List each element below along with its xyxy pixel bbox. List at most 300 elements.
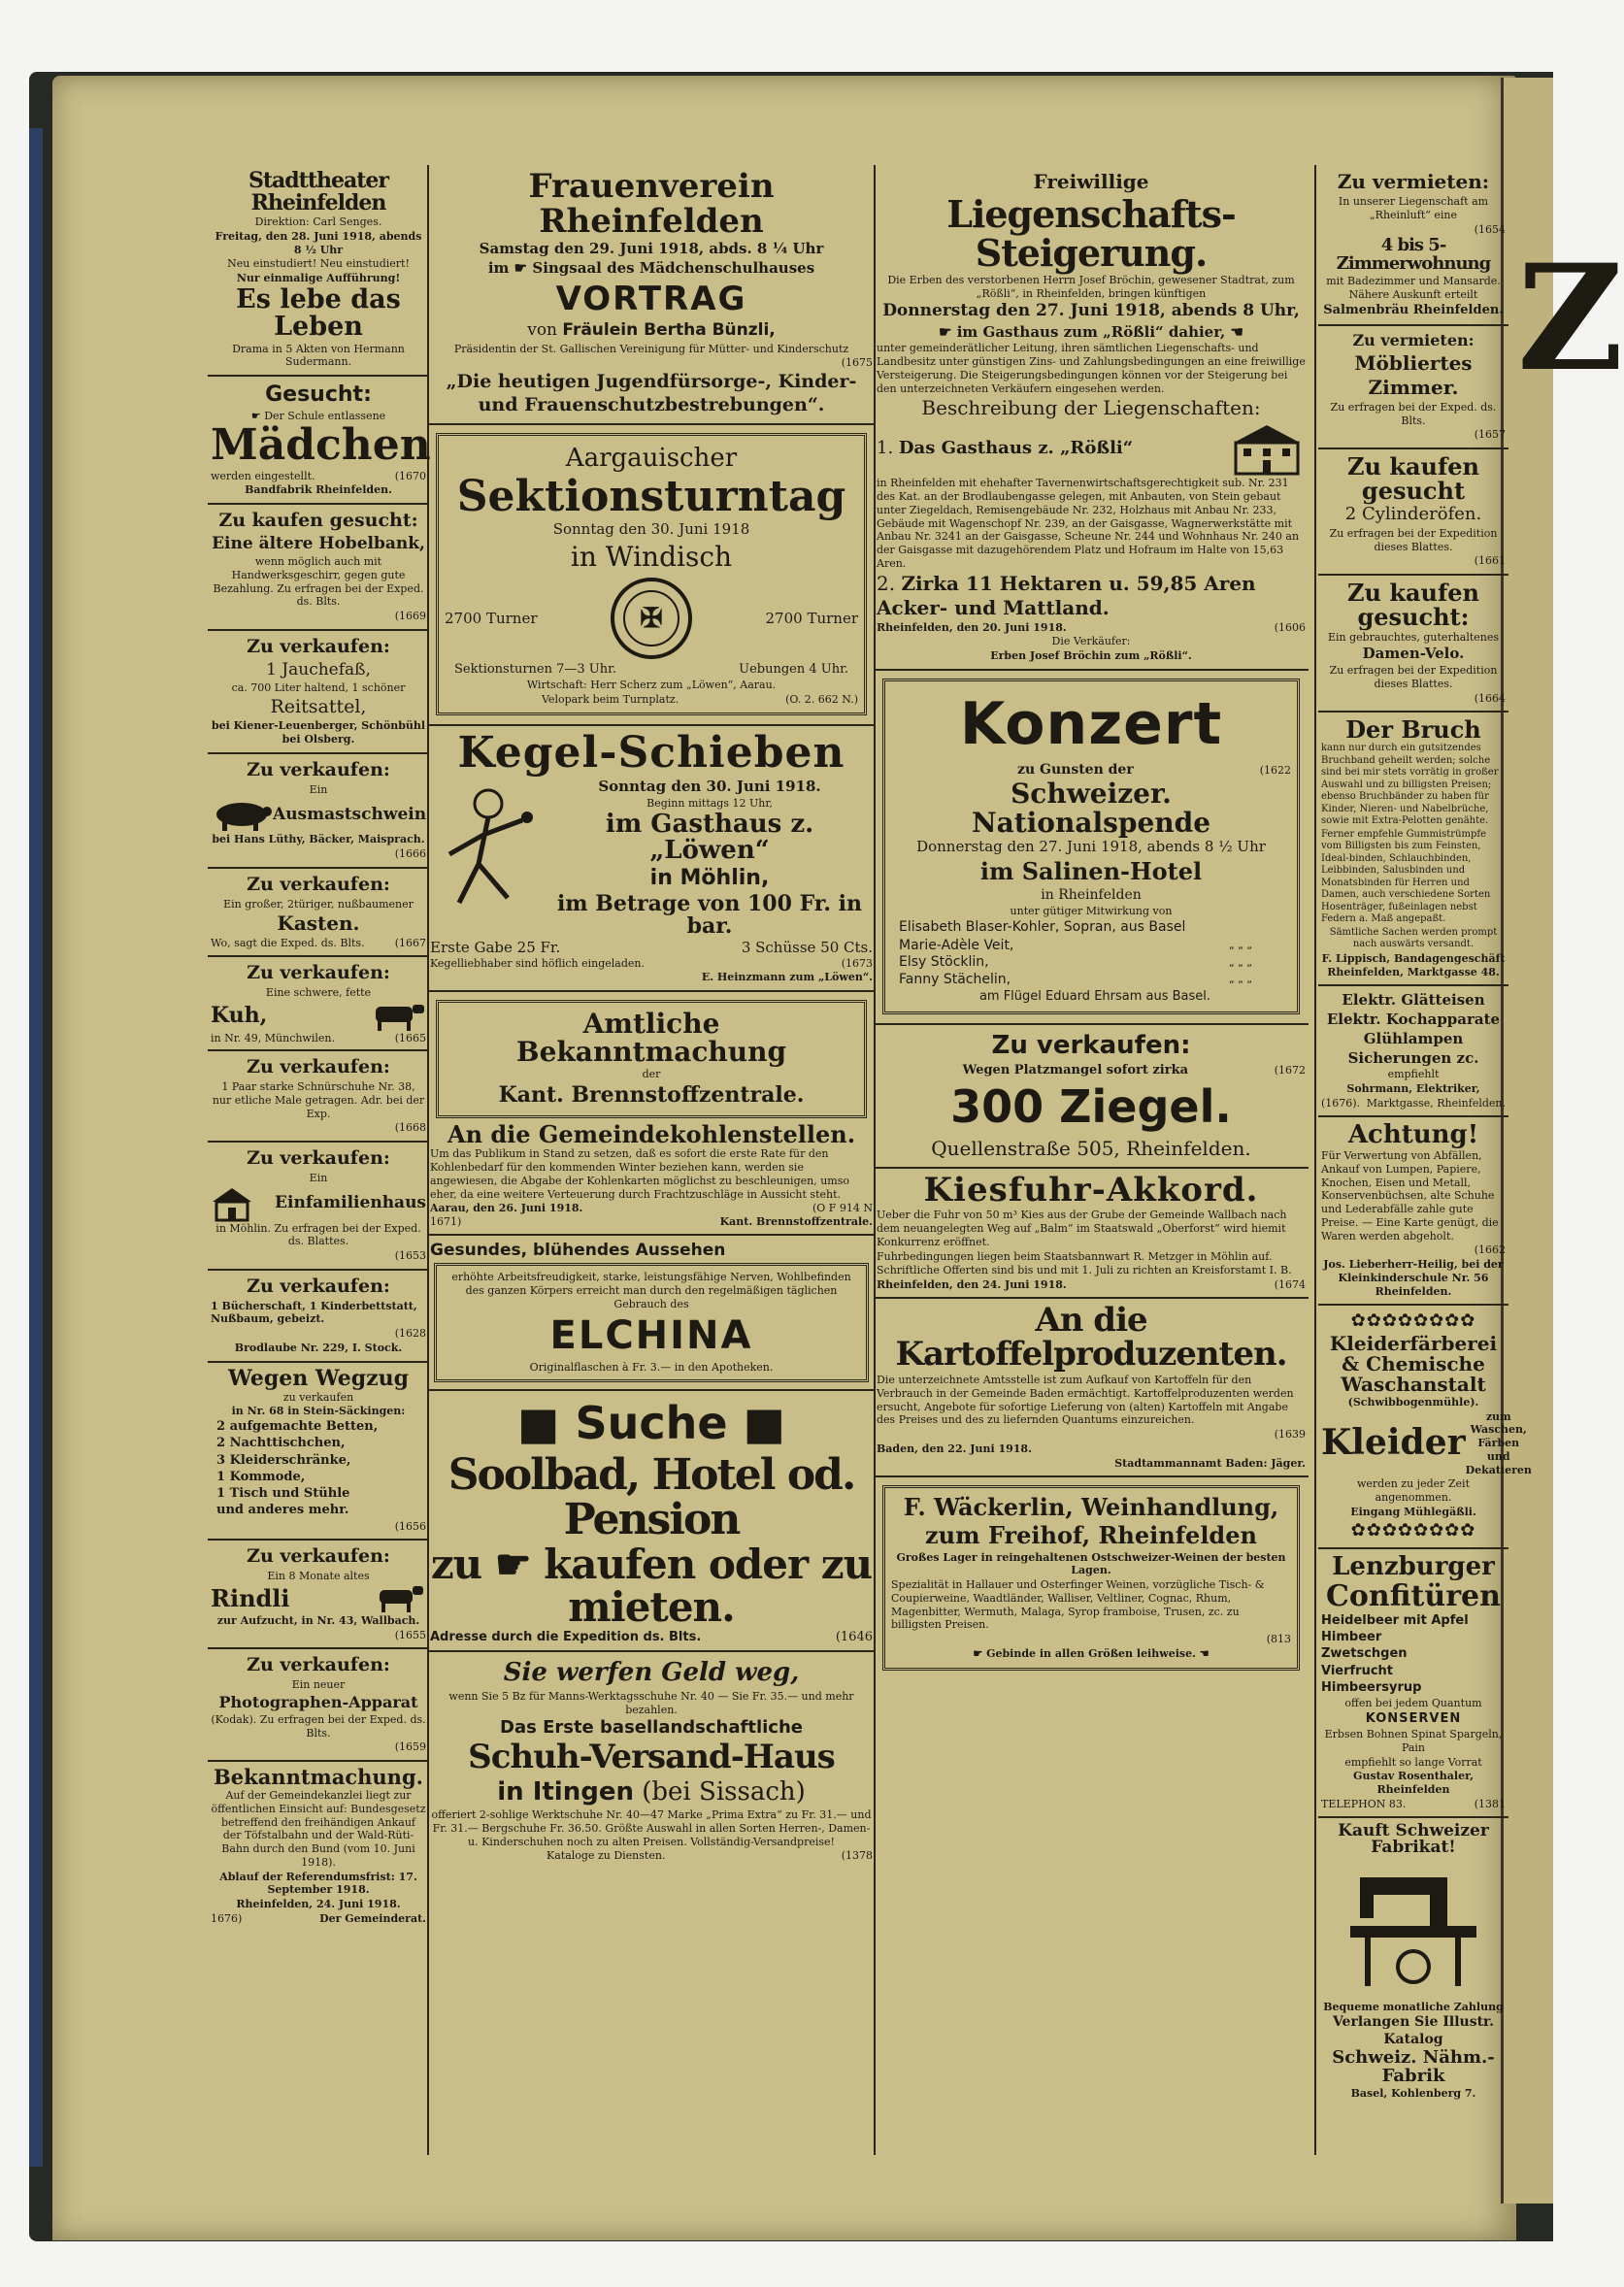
list-item: Himbeer	[1321, 1630, 1382, 1645]
konzert-title: Konzert	[959, 689, 1223, 758]
wein-text: Großes Lager in reingehaltenen Ostschweizer-Weinen der besten Lagen.	[896, 1550, 1286, 1577]
ad-item: Möbliertes Zimmer.	[1354, 350, 1473, 399]
kartoffel-text: Die unterzeichnete Amtsstelle ist zum Aufkauf von Kartoffeln für den Verbrauch in der Gemeinde Baden ermächtigt. Kartoffelproduzenten werden ersucht, Angebote für sofortige Lieferung von (alten) Kartoffeln mit Angabe des Preises und des zu liefernden Quantums einzureichen.	[877, 1374, 1294, 1427]
column-1	[208, 165, 429, 1931]
ad-head: Zu verkaufen:	[247, 1545, 390, 1568]
ad-text: Ein großer, 2türiger, nußbaumener	[223, 897, 414, 911]
ad-number: (1665	[394, 1031, 426, 1044]
ad-number: (1639	[1274, 1428, 1306, 1442]
ad-small: Ein	[309, 1171, 328, 1184]
ad-number: (1654	[1474, 222, 1506, 236]
ad-place: Rheinfelden, 24. Juni 1918.	[236, 1898, 401, 1911]
ad-head: Zu kaufen gesucht	[1347, 452, 1479, 506]
ad-number: (1606	[1274, 620, 1306, 634]
ad-signature: Der Gemeinderat.	[319, 1911, 426, 1925]
lenzburger-title: Lenzburger	[1332, 1552, 1495, 1582]
amtlich-code: (O F 914 N	[812, 1202, 873, 1215]
wein-name: F. Wäckerlin, Weinhandlung,	[903, 1493, 1279, 1522]
ad-number: (1672	[1274, 1064, 1306, 1077]
kegel-schuesse: 3 Schüsse 50 Cts.	[741, 938, 873, 956]
ad-firm: Jos. Lieberherr-Heilig, bei der Kleinkinderschule Nr. 56 Rheinfelden.	[1323, 1258, 1504, 1298]
ad-elchina	[427, 1236, 876, 1391]
ad-kuh	[208, 957, 429, 1051]
ad-sub: offen bei jedem Quantum	[1344, 1697, 1482, 1710]
turntag-title: Sektionsturntag	[456, 472, 846, 522]
bullet-icon: ■	[516, 1397, 560, 1449]
ad-zimmer	[1318, 326, 1508, 449]
ad-head: Zu verkaufen:	[247, 635, 390, 657]
ad-number: (1657	[1474, 428, 1506, 442]
gesucht-firm: Bandfabrik Rheinfelden.	[245, 483, 392, 497]
turntag-right: 2700 Turner	[765, 609, 858, 627]
wein-place: zum Freihof, Rheinfelden	[925, 1520, 1257, 1549]
ad-item: 1 Jauchefaß,	[266, 659, 371, 679]
next-page-edge	[1501, 78, 1624, 2204]
frauen-title: Frauenverein Rheinfelden	[528, 167, 775, 241]
list-item: Heidelbeer mit Apfel	[1321, 1612, 1469, 1628]
lenzburger-kons: KONSERVEN	[1365, 1710, 1462, 1726]
ad-theater	[208, 165, 429, 377]
house-icon	[211, 1186, 253, 1221]
ad-text: Erbsen Bohnen Spinat Spargeln, Pain	[1324, 1728, 1503, 1754]
ad-kegelschieben	[427, 726, 876, 992]
turntag-place: in Windisch	[570, 541, 733, 574]
ad-head: Zu verkaufen:	[247, 1654, 390, 1676]
schuh-foot: Kataloge zu Diensten.	[547, 1849, 666, 1863]
list-item: 2 aufgemachte Betten,	[216, 1419, 379, 1435]
elchina-foot: Originalflaschen à Fr. 3.— in den Apotheken.	[529, 1361, 774, 1375]
suche-title2: kaufen oder zu mieten.	[544, 1540, 873, 1631]
ad-lenzburger	[1318, 1549, 1508, 1818]
ad-text: wenn möglich auch mit Handwerksgeschirr, gegen gute Bezahlung. Zu erfragen bei der Exped. ds. Blts.	[213, 555, 424, 609]
turntag-pre: Aargauischer	[565, 443, 738, 473]
frauen-role: Präsidentin der St. Gallischen Vereinigung für Mütter- und Kinderschutz	[453, 342, 849, 355]
ad-text: In unserer Liegenschaft am „Rheinluft“ eine	[1338, 195, 1489, 221]
list-item: Elektr. Kochapparate	[1326, 1011, 1501, 1029]
ad-ausmastschwein	[208, 754, 429, 869]
schuh-text: wenn Sie 5 Bz für Manns-Werktagsschuhe Nr. 40 — Sie Fr. 35.— und mehr bezahlen.	[448, 1689, 854, 1716]
schuh-title: Schuh-Versand-Haus	[468, 1737, 835, 1776]
steigerung-desc-head: Beschreibung der Liegenschaften:	[921, 396, 1261, 420]
ad-item: Damen-Velo.	[1362, 645, 1465, 663]
list-item: 1 Tisch und Stühle	[216, 1486, 350, 1502]
steigerung-item1: Das Gasthaus z. „Rößli“	[898, 438, 1134, 459]
ad-place: Aarau, den 26. Juni 1918.	[430, 1202, 583, 1215]
ad-text: Sämtliche Sachen werden prompt nach auswärts versandt.	[1329, 926, 1498, 950]
pointing-hand-icon: ☛	[939, 322, 952, 341]
turntag-line: Sektionsturnen 7—3 Uhr.	[454, 662, 617, 678]
faerberei-text: werden zu jeder Zeit angenommen.	[1356, 1477, 1470, 1505]
theater-direction: Direktion: Carl Senges.	[254, 215, 382, 229]
list-item: Himbeersyrup	[1321, 1679, 1422, 1695]
kegel-invite: Kegelliebhaber sind höflich eingeladen.	[430, 956, 645, 970]
ad-text: Brodlaube Nr. 229, I. Stock.	[234, 1341, 403, 1354]
konzert-org: Schweizer. Nationalspende	[971, 778, 1211, 839]
ad-head: Der Bruch	[1345, 715, 1481, 745]
ad-text: mit Badezimmer und Mansarde. Nähere Auskunft erteilt	[1326, 275, 1501, 301]
pointing-hand-icon: ☚	[1199, 1646, 1210, 1660]
schuh-place: in Itingen	[497, 1776, 634, 1806]
ad-text: zur Aufzucht, in Nr. 43, Wallbach.	[216, 1613, 420, 1627]
ad-small: Ein	[309, 782, 328, 796]
performer: Elisabeth Blaser-Kohler, Sopran, aus Basel	[899, 919, 1186, 936]
ad-achtung	[1318, 1117, 1508, 1307]
steigerung-item1-text: in Rheinfelden mit ehehafter Tavernenwirtschaftsgerechtigkeit sub. Nr. 231 des Kat. an der Brodlaubengasse gelegen, mit Anbauten, von Stein gebaut unter Ziegeldach, Remisengebäude Nr. 232, Holzhaus mit Anbau Nr. 233, Gebäude mit Wagenschopf Nr. 239, an der Gaisgasse, Wagnerwerkstätte mit Anbau Nr. 3241 an der Gaisgasse, Scheune Nr. 244 und Wohnhaus Nr. 240 an der Gaisgasse mit dazugehörendem Platz und Hofraum im Halte von 15,63 Aren.	[877, 477, 1300, 570]
frauen-topic: „Die heutigen Jugendfürsorge-, Kinder- und Frauenschutzbestrebungen“.	[446, 371, 857, 415]
schuh-head: Sie werfen Geld weg,	[503, 1658, 800, 1688]
turntag-code: (O. 2. 662 N.)	[785, 693, 858, 707]
suche-addr: Adresse durch die Expedition ds. Blts.	[430, 1630, 702, 1645]
ad-elektr	[1318, 986, 1508, 1116]
ornament-border-icon: ✿✿✿✿✿✿✿✿	[1350, 1310, 1476, 1332]
ad-bekanntmachung	[208, 1762, 429, 1931]
wein-foot: Gebinde in allen Größen leihweise.	[986, 1646, 1196, 1660]
ad-schuhversand	[427, 1652, 876, 1868]
ad-item: Photographen-Apparat	[218, 1692, 418, 1711]
ad-number: (1667	[394, 937, 426, 950]
steigerung-item2: Zirka 11 Hektaren u. 59,85 Aren Acker- und Mattland.	[877, 571, 1256, 619]
ad-text: in Nr. 68 in Stein-Säckingen:	[231, 1405, 406, 1418]
theater-play: Es lebe das Leben	[236, 283, 401, 343]
ad-frauenverein	[427, 165, 876, 425]
ad-hobelbank	[208, 505, 429, 631]
ad-sub: empfiehlt	[1387, 1068, 1440, 1081]
ad-bruch	[1318, 713, 1508, 986]
ad-head: Bekanntmachung.	[214, 1765, 423, 1790]
wein-text2: Spezialität in Hallauer und Osterfinger Weinen, vorzügliche Tisch- & Coupierweine, Waadtländer, Walliser, Veltliner, Cognac, Rhum, Magenbitter, Wermuth, Malaga, Syrop framboise, Trusen, zc. zu billigsten Preisen.	[891, 1578, 1265, 1632]
ad-firm: Salmenbräu Rheinfelden.	[1323, 302, 1504, 317]
column-2	[427, 165, 876, 1868]
ad-ziegel	[874, 1025, 1309, 1168]
turntag-left: 2700 Turner	[445, 609, 538, 627]
faerberei-title: Kleiderfärberei & Chemische Waschanstalt	[1329, 1331, 1498, 1396]
ad-text: Eine schwere, fette	[265, 985, 372, 999]
pointing-hand-icon: ☚	[1230, 322, 1243, 341]
suche-zu: zu	[430, 1540, 482, 1588]
ad-text: in Möhlin. Zu erfragen bei der Exped. ds. Blattes.	[215, 1221, 421, 1248]
ad-text: Bequeme monatliche Zahlung	[1323, 2000, 1504, 2013]
list-item: und anderes mehr.	[216, 1503, 349, 1518]
schuh-sub: Das Erste basellandschaftliche	[500, 1717, 803, 1739]
ad-number: (1378	[841, 1849, 873, 1863]
ad-head: Zu verkaufen:	[247, 962, 390, 984]
ad-text: Für Verwertung von Abfällen, Ankauf von Lumpen, Papiere, Knochen, Eisen und Metall, Konservenbüchsen, alte Schuhe und Lederabfälle zahle gute Preise. — Eine Karte genügt, die Waren werden abgeholt.	[1321, 1149, 1499, 1243]
performer: Marie-Adèle Veit,	[899, 937, 1014, 953]
ad-text: Wo, sagt die Exped. ds. Blts.	[211, 937, 365, 950]
pointing-hand-icon: ☛	[514, 259, 528, 278]
ad-number: (1646	[835, 1630, 873, 1645]
ad-text: Ein neuer	[291, 1678, 346, 1692]
ad-number: 1676)	[211, 1911, 243, 1925]
kegel-gabe: Erste Gabe 25 Fr.	[430, 938, 561, 956]
ad-head: Zu verkaufen:	[991, 1031, 1191, 1061]
ad-item: Einfamilienhaus	[275, 1192, 426, 1212]
ad-head: Zu vermieten:	[1337, 170, 1490, 193]
ad-addr: Marktgasse, Rheinfelden.	[1366, 1096, 1506, 1110]
cow-icon	[368, 1001, 426, 1032]
ad-text: Wegen Platzmangel sofort zirka	[962, 1062, 1189, 1077]
ad-head: Kauft Schweizer Fabrikat!	[1338, 1820, 1489, 1858]
theater-notice: Neu einstudiert! Neu einstudiert!	[227, 257, 410, 271]
frauen-place: Singsaal des Mädchenschulhauses	[532, 259, 815, 278]
ad-text: bei Kiener-Leuenberger, Schönbühl bei Olsberg.	[211, 719, 426, 746]
ad-text: Ablauf der Referendumsfrist: 17. September 1918.	[219, 1870, 417, 1897]
ad-text: Zu erfragen bei der Expedition dieses Blattes.	[1329, 664, 1498, 690]
kies-text: Fuhrbedingungen liegen beim Staatsbannwart R. Metzger in Möhlin auf.	[877, 1249, 1273, 1263]
ad-number: (1659	[394, 1740, 426, 1754]
ad-konzert	[874, 671, 1309, 1026]
schuh-text2: offeriert 2-sohlige Werktschuhe Nr. 40—47 Marke „Prima Extra“ zu Fr. 31.— und Fr. 31.— Bergschuhe Fr. 36.50. Größte Auswahl in allen Sorten Herren-, Damen- u. Kinderschuhen noch zu alten Preisen. Vollständig-Versandpreise!	[431, 1808, 872, 1848]
ad-text: Auf der Gemeindekanzlei liegt zur öffentlichen Einsicht auf: Bundesgesetz betreffend den freihändigen Ankauf der Töfstalbahn und der Wald-Rüti-Bahn durch den Bund (vom 10. Juni 1918).	[211, 1789, 426, 1869]
ad-number: (1381	[1474, 1797, 1506, 1810]
ad-head: Wegen Wegzug	[227, 1365, 410, 1391]
ad-gesucht	[208, 377, 429, 505]
gesucht-line: Der Schule entlassene	[264, 409, 386, 422]
ad-number: (1675	[841, 356, 873, 370]
amtlich-org: Kant. Brennstoffzentrale.	[498, 1081, 805, 1108]
ad-place: Rheinfelden, den 20. Juni 1918.	[877, 620, 1067, 634]
ad-text: Ferner empfehle Gummistrümpfe vom Billigsten bis zum Feinsten, Ideal-binden, Schlauchbinden, Leibbinden, Salusbinden und Monatsbinden für Herren und Damen, auch verschiedene Sorten Hosenträger, fußeinlagen nebst Federn a. Maß angepaßt.	[1321, 828, 1491, 925]
theater-notice2: Nur einmalige Aufführung!	[236, 272, 401, 285]
ad-signature: Kant. Brennstoffzentrale.	[719, 1215, 873, 1228]
amtlich-title: Amtliche Bekanntmachung	[515, 1008, 787, 1069]
ad-text: Ein 8 Monate altes	[267, 1570, 370, 1583]
pig-icon	[211, 797, 273, 832]
ad-text: Verlangen Sie Illustr. Katalog	[1332, 2014, 1495, 2047]
faerberei-side: zum Waschen, Färben und Dekatieren	[1465, 1409, 1532, 1476]
ad-place: Rheinfelden, den 24. Juni 1918.	[877, 1278, 1067, 1291]
ad-number: (1656	[394, 1519, 426, 1533]
ad-velo	[1318, 576, 1508, 713]
ad-text: in Nr. 49, Münchwilen.	[211, 1031, 335, 1044]
kegel-time: Beginn mittags 12 Uhr,	[646, 796, 773, 810]
frauen-place-pre: im	[487, 259, 510, 278]
ad-text: kann nur durch ein gutsitzendes Bruchband geheilt werden; solche sind bei mir stets vorrätig in großer Auswahl und zu billigsten Preisen; ebenso Bruchbänder zu haben für Kinder, Nieren- und Nabelbrüche, sowie mit Extra-Pelotten genähte.	[1321, 743, 1499, 827]
list-item: Elektr. Glätteisen	[1342, 991, 1485, 1010]
amtlich-head: An die Gemeindekohlenstellen.	[447, 1120, 856, 1149]
ad-kiesfuhr	[874, 1169, 1309, 1299]
ad-signature: Stadtammannamt Baden: Jäger.	[1114, 1456, 1306, 1470]
ad-signature: Erben Josef Bröchin zum „Rößli“.	[990, 649, 1192, 663]
kies-text: Schriftliche Offerten sind bis und mit 1. Juli zu richten an Kreisforstamt I. B.	[877, 1264, 1292, 1277]
turntag-line: Uebungen 4 Uhr.	[739, 662, 848, 678]
turntag-line: Wirtschaft: Herr Scherz zum „Löwen“, Aarau.	[526, 679, 777, 692]
list-item: Sicherungen zc.	[1347, 1048, 1479, 1067]
theater-title: Stadttheater Rheinfelden	[248, 168, 388, 216]
theater-date: Freitag, den 28. Juni 1918, abends 8 ½ Uhr	[215, 229, 422, 256]
ad-head: Zu verkaufen:	[247, 1275, 390, 1297]
ad-number: (1668	[394, 1121, 426, 1135]
steigerung-pre: Freiwillige	[1033, 170, 1149, 193]
konzert-sub: zu Gunsten der	[1017, 761, 1134, 778]
turntag-date: Sonntag den 30. Juni 1918	[552, 520, 750, 539]
ad-firm: Schweiz. Nähm.- Fabrik	[1332, 2047, 1495, 2087]
column-rule	[1314, 165, 1316, 2155]
steigerung-place: im Gasthaus zum „Rößli“ dahier,	[956, 322, 1226, 341]
ad-item: Reitsattel,	[270, 695, 367, 717]
ad-wohnung	[1318, 165, 1508, 326]
ad-kasten	[208, 869, 429, 957]
ad-head: Achtung!	[1347, 1119, 1479, 1149]
turntag-line: Velopark beim Turnplatz.	[542, 693, 679, 707]
ad-number: (1676).	[1321, 1096, 1361, 1110]
konzert-town: in Rheinfelden	[1041, 886, 1142, 903]
ad-text: 1 Bücherschaft, 1 Kinderbettstatt, Nußbaum, gebeizt.	[211, 1299, 417, 1326]
pointing-hand-icon: ☛	[494, 1540, 531, 1588]
elchina-head: Gesundes, blühendes Aussehen	[430, 1240, 726, 1260]
calf-icon	[372, 1584, 426, 1613]
sewing-machine-icon	[1341, 1858, 1486, 1994]
ad-number: (1661	[1474, 554, 1506, 568]
performer: Elsy Stöcklin,	[899, 954, 989, 971]
book-spine	[29, 128, 43, 2167]
steigerung-date: Donnerstag den 27. Juni 1918, abends 8 Uhr,	[882, 301, 1300, 321]
ad-number: (1664	[1474, 691, 1506, 705]
ad-firm: Gustav Rosenthaler, Rheinfelden	[1353, 1770, 1474, 1797]
list-item: 1 Kommode,	[216, 1469, 306, 1484]
ad-suche	[427, 1391, 876, 1652]
ad-item: 2 Cylinderöfen.	[1344, 504, 1482, 525]
ad-phone: TELEPHON 83.	[1321, 1797, 1407, 1810]
ad-addr: Basel, Kohlenberg 7.	[1350, 2087, 1476, 2101]
ad-number: (1628	[394, 1327, 426, 1341]
steigerung-text: Die Erben des verstorbenen Herrn Josef Bröchin, gewesener Stadtrat, zum „Rößli“, in Rheinfelden, bringen künftigen	[887, 273, 1295, 300]
list-item: 2 Nachttischchen,	[216, 1436, 346, 1451]
ad-number: (1653	[394, 1249, 426, 1263]
inn-building-icon	[1228, 421, 1306, 476]
amtlich-text: Um das Publikum in Stand zu setzen, daß es sofort die erste Rate für den Kohlenbedarf für den kommenden Winter beziehen kann, werden sie angewiesen, die Abgabe der Kohlenkarten möglichst zu beschleunigen, umso eher, da eine weitere Verteuerung durch Frachtzuschläge in Aussicht steht.	[430, 1147, 849, 1201]
frauen-speaker: Fräulein Bertha Bünzli,	[562, 320, 776, 341]
ad-number: (1666	[394, 847, 426, 861]
amtlich-der: der	[642, 1067, 661, 1080]
ornament-border-icon: ✿✿✿✿✿✿✿✿	[1350, 1519, 1476, 1541]
faerberei-sub: (Schwibbogenmühle).	[1347, 1395, 1479, 1409]
ad-head: Zu verkaufen:	[247, 1056, 390, 1078]
kegel-date: Sonntag den 30. Juni 1918.	[598, 778, 821, 795]
ad-number: 1671)	[430, 1215, 462, 1228]
ditto-marks: „ „ „	[1228, 939, 1252, 952]
item-number: 2.	[877, 571, 896, 595]
list-item: 3 Kleiderschränke,	[216, 1452, 351, 1468]
item-number: 1.	[877, 438, 894, 459]
steigerung-sig-head: Die Verkäufer:	[1051, 635, 1131, 648]
ad-jauchefass	[208, 631, 429, 754]
performer: Fanny Stächelin,	[899, 971, 1011, 987]
ad-firm: F. Lippisch, Bandagengeschäft Rheinfelden, Marktgasse 48.	[1321, 951, 1506, 978]
ad-item: Rindli	[211, 1583, 290, 1612]
frauen-vortrag: VORTRAG	[555, 279, 747, 318]
list-item: Glühlampen	[1363, 1029, 1464, 1047]
ad-place: Baden, den 22. Juni 1918.	[877, 1442, 1032, 1455]
ad-number: (1670	[394, 469, 426, 482]
theater-desc: Drama in 5 Akten von Hermann Sudermann.	[232, 342, 405, 369]
ad-item: 300 Ziegel.	[950, 1080, 1232, 1134]
ad-wegzug	[208, 1363, 429, 1541]
ad-number: (1662	[1474, 1243, 1506, 1257]
ad-head: Zu verkaufen:	[247, 873, 390, 895]
kegel-town: in Möhlin,	[649, 866, 770, 891]
ad-head: Zu verkaufen:	[247, 1147, 390, 1170]
kegel-title: Kegel-Schieben	[457, 727, 845, 778]
faerberei-word: Kleider	[1321, 1421, 1466, 1463]
steigerung-text2: unter gemeinderätlicher Leitung, ihren sämtlichen Liegenschafts- und Landbesitz unter günstigen Zins- und Zahlungsbedingungen an eine freiwillige Versteigerung. Die Steigerungsbedingungen können vor der Steigerung bei den unterzeichneten Verkäufern eingesehen werden.	[877, 342, 1306, 395]
schuh-place2: (bei Sissach)	[642, 1776, 806, 1806]
ad-kartoffel	[874, 1299, 1309, 1478]
faerberei-foot: Eingang Mühlegäßli.	[1350, 1505, 1476, 1518]
ad-number: (1655	[394, 1628, 426, 1641]
svg-text:✠: ✠	[640, 602, 663, 635]
ad-item: Kasten.	[277, 911, 360, 936]
suche-title: Soolbad, Hotel od. Pension	[447, 1449, 855, 1544]
pointing-hand-icon: ☛	[250, 409, 261, 422]
bowler-figure-icon	[430, 777, 547, 912]
ad-faerberei	[1318, 1306, 1532, 1549]
konzert-help: unter gütiger Mitwirkung von	[1010, 905, 1173, 918]
suche-head: Suche	[575, 1397, 728, 1449]
ad-head: Zu kaufen gesucht:	[218, 510, 418, 532]
ad-text: bei Hans Lüthy, Bäcker, Maisprach.	[212, 833, 425, 846]
ad-text: ca. 700 Liter haltend, 1 schöner	[231, 680, 406, 694]
kegel-amount: im Betrage von 100 Fr. in bar.	[556, 890, 863, 939]
gymnast-emblem-icon	[608, 575, 695, 662]
frauen-date: Samstag den 29. Juni 1918, abds. 8 ¼ Uhr	[479, 240, 824, 258]
konzert-place: im Salinen-Hotel	[979, 856, 1203, 885]
ad-rindli	[208, 1541, 429, 1649]
bullet-icon: ■	[743, 1397, 786, 1449]
ad-text: (Kodak). Zu erfragen bei der Exped. ds. Blts.	[211, 1712, 426, 1740]
ad-head: Zu verkaufen:	[247, 758, 390, 780]
ad-item: Eine ältere Hobelbank,	[212, 533, 425, 553]
ad-number: (813	[1266, 1633, 1291, 1646]
list-item: Vierfrucht	[1321, 1663, 1394, 1678]
column-4	[1318, 165, 1532, 2106]
elchina-brand: ELCHINA	[549, 1313, 753, 1359]
ad-buecherschaft	[208, 1271, 429, 1363]
lenzburger-title2: Confitüren	[1326, 1579, 1501, 1614]
kegel-place: im Gasthaus z. „Löwen“	[605, 809, 814, 865]
kies-text: Ueber die Fuhr von 50 m³ Kies aus der Grube der Gemeinde Wallbach nach dem neuangelegten Weg auf „Balm“ im Staatswald „Oberforst“ wird hiemit Konkurrenz eröffnet.	[877, 1209, 1287, 1248]
ad-schnuerschuhe	[208, 1051, 429, 1143]
ad-item: 4 bis 5-Zimmerwohnung	[1336, 235, 1491, 275]
ad-number: (1669	[394, 610, 426, 623]
ad-number: (1673	[841, 956, 873, 970]
list-item: Zwetschgen	[1321, 1646, 1408, 1662]
ad-number: (1622	[1259, 763, 1291, 777]
ditto-marks: „ „ „	[1228, 955, 1252, 969]
ad-photo	[208, 1649, 429, 1762]
ad-addr: Quellenstraße 505, Rheinfelden.	[931, 1136, 1251, 1160]
ad-turntag	[427, 425, 876, 726]
ad-head: Zu vermieten:	[1352, 330, 1475, 349]
elchina-text: erhöhte Arbeitsfreudigkeit, starke, leistungsfähige Nerven, Wohlbefinden des ganzen Körpers erreicht man durch den regelmäßigen täglichen Gebrauch des	[451, 1271, 851, 1310]
ad-item: Kuh,	[211, 1002, 268, 1028]
ad-signature: E. Heinzmann zum „Löwen“.	[701, 971, 873, 984]
gesucht-head: Gesucht:	[265, 382, 372, 408]
ad-text: Zu erfragen bei der Exped. ds. Blts.	[1330, 400, 1497, 427]
gesucht-line2: werden eingestellt.	[211, 469, 315, 482]
ad-text: 1 Paar starke Schnürschuhe Nr. 38, nur etliche Male getragen. Adr. bei der Exp.	[212, 1080, 425, 1120]
konzert-date: Donnerstag den 27. Juni 1918, abends 8 ½ Uhr	[916, 838, 1266, 856]
ad-firm: Sohrmann, Elektriker,	[1346, 1082, 1480, 1096]
kartoffel-title: An die Kartoffelproduzenten.	[895, 1300, 1287, 1375]
performer-piano: am Flügel Eduard Ehrsam aus Basel.	[978, 989, 1211, 1005]
ad-oefen	[1318, 449, 1508, 576]
ad-naehmaschine	[1318, 1818, 1508, 2106]
kies-title: Kiesfuhr-Akkord.	[923, 1170, 1259, 1210]
ad-einfamilienhaus	[208, 1143, 429, 1271]
ad-item: Ausmastschwein	[273, 804, 427, 824]
ad-amtlich	[427, 992, 876, 1236]
